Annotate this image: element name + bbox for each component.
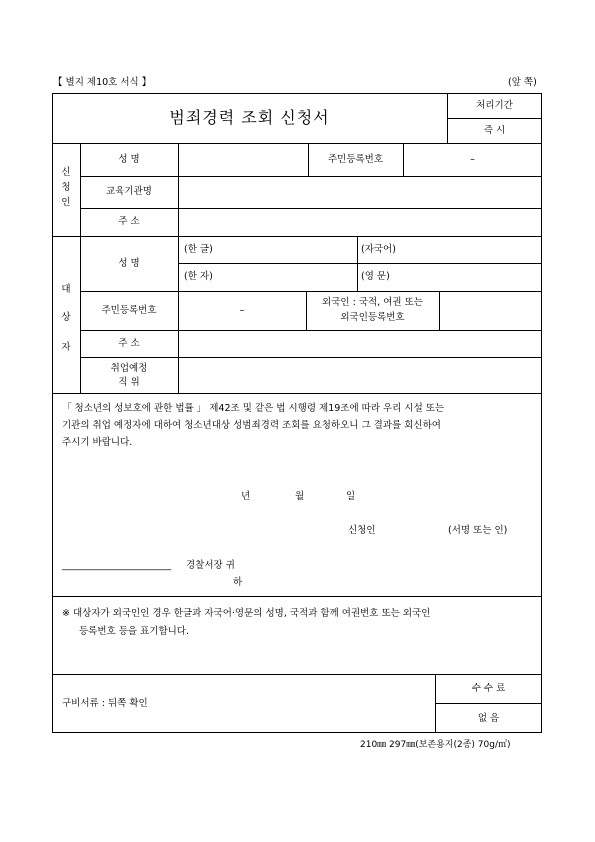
applicant-section-char-3: 인 xyxy=(61,197,71,208)
foreigner-id-field[interactable] xyxy=(441,293,540,328)
subject-section-char-1: 대 xyxy=(61,284,71,295)
subject-name-hanja-field[interactable]: (한 자) xyxy=(184,271,213,282)
subject-rrn-field[interactable]: – xyxy=(239,305,245,316)
subject-address-label: 주 소 xyxy=(118,338,140,349)
foreigner-id-label-2: 외국인등록번호 xyxy=(340,312,405,323)
subject-name-hangul-field[interactable]: (한 글) xyxy=(184,244,213,255)
date-day-label: 일 xyxy=(346,491,356,502)
applicant-name-field[interactable] xyxy=(180,145,306,174)
subject-section-char-2: 상 xyxy=(61,312,71,323)
applicant-rrn-label: 주민등록번호 xyxy=(327,154,384,165)
date-month-label: 월 xyxy=(295,491,305,502)
request-text-line-2: 기관의 취업 예정자에 대하여 청소년대상 성범죄경력 조회를 요청하오니 그 결과를 회신하여 xyxy=(62,420,441,431)
subject-address-field[interactable] xyxy=(180,332,540,356)
subject-name-native-field[interactable]: (자국어) xyxy=(361,244,396,255)
police-chief-label-2: 하 xyxy=(233,577,243,588)
job-position-field[interactable] xyxy=(180,359,540,392)
fee-label: 수 수 료 xyxy=(471,683,506,694)
processing-period-label: 처리기간 xyxy=(476,100,513,111)
form-title: 범죄경력 조회 신청서 xyxy=(169,108,330,127)
police-station-blank[interactable]: _______________________ xyxy=(62,560,172,571)
date-year-label: 년 xyxy=(241,491,251,502)
police-chief-label: 경찰서장 귀 xyxy=(186,560,235,571)
subject-name-label: 성 명 xyxy=(118,258,140,269)
subject-section-char-3: 자 xyxy=(61,342,71,353)
form-number: 【 별지 제10호 서식 】 xyxy=(53,77,152,88)
required-documents-label: 구비서류 : 뒤쪽 확인 xyxy=(62,698,148,709)
job-position-label-2: 직 위 xyxy=(118,377,140,388)
job-position-label-1: 취업예정 xyxy=(110,363,148,374)
applicant-sign-label: 신청인 xyxy=(348,525,376,536)
request-text-line-1: 「 청소년의 성보호에 관한 법률 」 제42조 및 같은 법 시행령 제19조에 따라 우리 시설 또는 xyxy=(62,403,445,414)
foreigner-id-label-1: 외국인 : 국적, 여권 또는 xyxy=(322,297,423,308)
paper-size-label: 210㎜ 297㎜(보존용지(2종) 70g/㎡) xyxy=(360,740,511,750)
applicant-section-char-2: 청 xyxy=(61,182,71,193)
subject-rrn-label: 주민등록번호 xyxy=(101,305,157,316)
applicant-address-label: 주 소 xyxy=(118,216,140,227)
fee-value: 없 음 xyxy=(477,713,500,724)
page-side-label: (앞 쪽) xyxy=(508,77,537,88)
signature-label: (서명 또는 인) xyxy=(448,525,508,536)
note-line-2: 등록번호 등을 표기합니다. xyxy=(79,626,190,637)
request-text-line-3: 주시기 바랍니다. xyxy=(62,437,133,448)
institution-field[interactable] xyxy=(180,178,540,206)
subject-name-english-field[interactable]: (영 문) xyxy=(361,271,390,282)
applicant-name-label: 성 명 xyxy=(118,154,140,165)
note-line-1: ※ 대상자가 외국인인 경우 한글과 자국어·영문의 성명, 국적과 함께 여권번호 또는 외국인 xyxy=(62,608,431,619)
applicant-rrn-field[interactable]: – xyxy=(470,154,475,165)
applicant-section-char-1: 신 xyxy=(61,167,71,178)
institution-label: 교육기관명 xyxy=(106,186,152,197)
applicant-address-field[interactable] xyxy=(180,210,540,235)
processing-period-value: 즉 시 xyxy=(483,125,506,136)
